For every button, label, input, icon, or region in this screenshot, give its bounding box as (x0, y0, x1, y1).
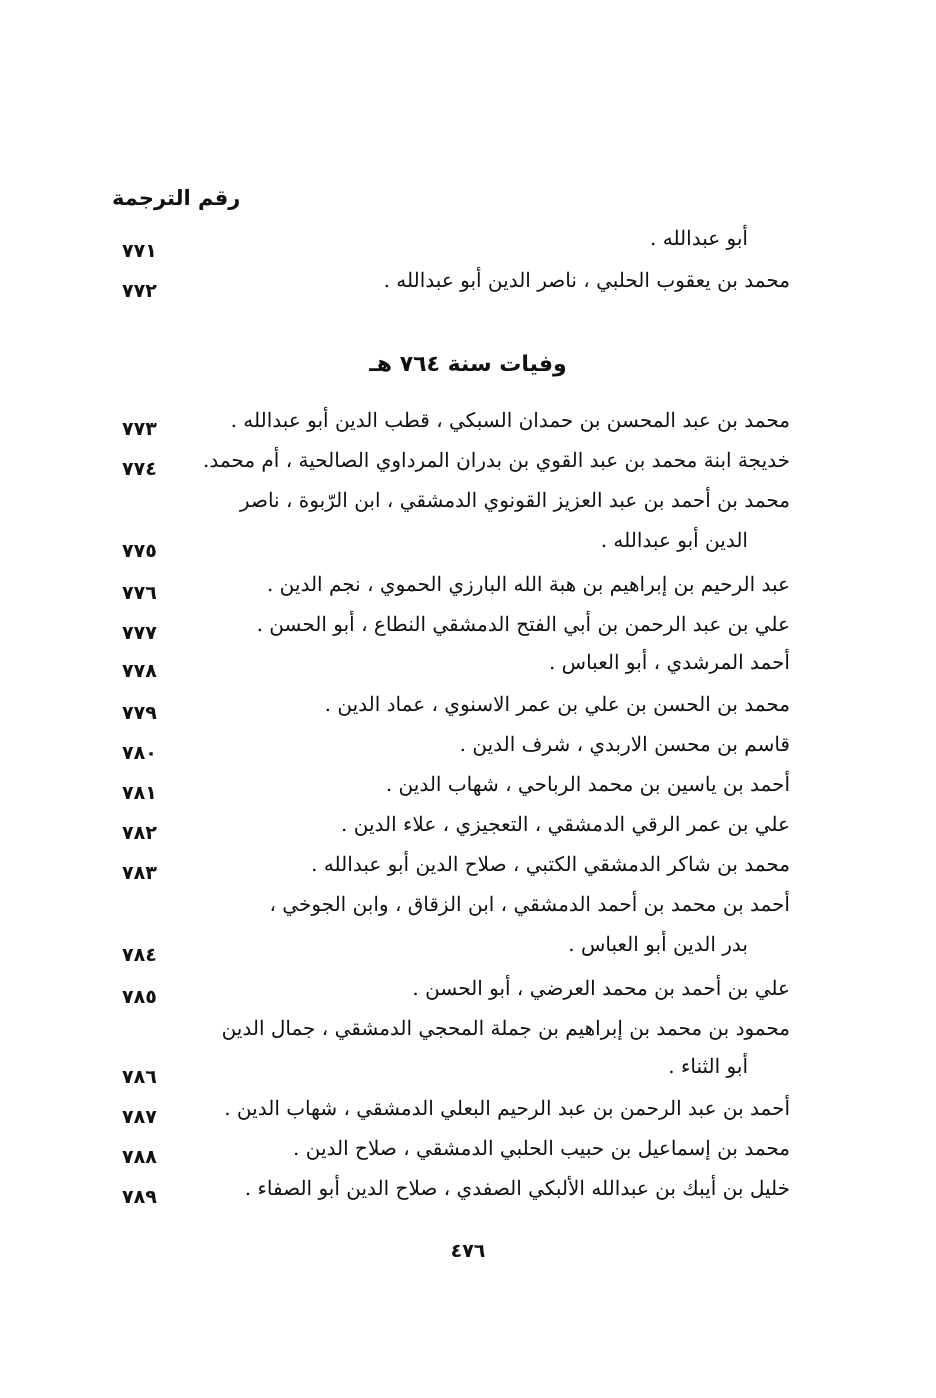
entry-line (0, 1096, 936, 1136)
entry-line (0, 932, 936, 972)
entry-line (0, 488, 936, 528)
entry-text: خديجة ابنة محمد بن عبد القوي بن بدران المرداوي الصالحية ، أم محمد. (203, 448, 790, 472)
entry-line (0, 650, 936, 690)
entry-number: ٧٧٣ (122, 418, 157, 440)
entry-line (0, 1176, 936, 1216)
entry-number: ٧٨٦ (122, 1066, 157, 1088)
entry-number: ٧٨٢ (122, 822, 157, 844)
entry-text: علي بن أحمد بن محمد العرضي ، أبو الحسن . (412, 976, 790, 1000)
entry-line (0, 1016, 936, 1056)
entry-line (0, 732, 936, 772)
entry-number: ٧٧١ (122, 240, 157, 262)
entry-text: أحمد بن ياسين بن محمد الرباحي ، شهاب الدين . (385, 772, 790, 796)
entry-line (0, 612, 936, 652)
entry-line (0, 408, 936, 448)
entry-line (0, 572, 936, 612)
entry-line (0, 976, 936, 1016)
entry-line (0, 1054, 936, 1094)
translation-number-column-header: رقم الترجمة (112, 186, 241, 210)
page-number: ٤٧٦ (450, 1240, 486, 1262)
entry-number: ٧٧٢ (122, 280, 157, 302)
entry-number: ٧٧٤ (122, 458, 157, 480)
entry-text-continued: الدين أبو عبدالله . (600, 528, 748, 552)
entry-text-continued: أبو الثناء . (668, 1054, 748, 1078)
entry-number: ٧٧٩ (122, 702, 157, 724)
entry-number: ٧٨٣ (122, 862, 157, 884)
entry-number: ٧٨٤ (122, 944, 157, 966)
section-title: وفيات سنة ٧٦٤ هـ (369, 352, 567, 377)
entry-text: محمد بن أحمد بن عبد العزيز القونوي الدمشقي ، ابن الرّبوة ، ناصر (239, 488, 790, 512)
entry-number: ٧٧٧ (122, 622, 157, 644)
entry-text: عبد الرحيم بن إبراهيم بن هبة الله البارزي الحموي ، نجم الدين . (266, 572, 790, 596)
entry-text: محمد بن عبد المحسن بن حمدان السبكي ، قطب الدين أبو عبدالله . (230, 408, 790, 432)
entry-line (0, 852, 936, 892)
entry-text: خليل بن أيبك بن عبدالله الألبكي الصفدي ، صلاح الدين أبو الصفاء . (244, 1176, 790, 1200)
entry-number: ٧٨١ (122, 782, 157, 804)
entry-line (0, 268, 936, 308)
entry-text: محمد بن شاكر الدمشقي الكتبي ، صلاح الدين أبو عبدالله . (311, 852, 790, 876)
entry-text: محمد بن الحسن بن علي بن عمر الاسنوي ، عماد الدين . (324, 692, 790, 716)
entry-number: ٧٨٥ (122, 986, 157, 1008)
entry-number: ٧٨٩ (122, 1186, 157, 1208)
entry-line (0, 448, 936, 488)
entry-number: ٧٧٥ (122, 540, 157, 562)
entry-text: قاسم بن محسن الاربدي ، شرف الدين . (459, 732, 790, 756)
entry-text: أحمد بن محمد بن أحمد الدمشقي ، ابن الزقاق ، وابن الجوخي ، (269, 892, 790, 916)
entry-line (0, 528, 936, 568)
entry-text: محمد بن يعقوب الحلبي ، ناصر الدين أبو عبدالله . (383, 268, 790, 292)
entry-text: علي بن عمر الرقي الدمشقي ، التعجيزي ، علاء الدين . (341, 812, 790, 836)
entry-text: محمد بن إسماعيل بن حبيب الحلبي الدمشقي ، صلاح الدين . (293, 1136, 790, 1160)
entry-text: أحمد بن عبد الرحمن بن عبد الرحيم البعلي الدمشقي ، شهاب الدين . (224, 1096, 790, 1120)
entry-number: ٧٧٦ (122, 582, 157, 604)
entry-line (0, 772, 936, 812)
entry-line (0, 892, 936, 932)
entry-number: ٧٨٠ (122, 742, 157, 764)
entry-text: أحمد المرشدي ، أبو العباس . (548, 650, 790, 674)
entry-text: محمود بن محمد بن إبراهيم بن جملة المحجي الدمشقي ، جمال الدين (221, 1016, 790, 1040)
entry-text-continued: بدر الدين أبو العباس . (568, 932, 748, 956)
entry-text: أبو عبدالله . (650, 226, 748, 250)
entry-line (0, 692, 936, 732)
entry-line (0, 812, 936, 852)
entry-text: علي بن عبد الرحمن بن أبي الفتح الدمشقي النطاع ، أبو الحسن . (256, 612, 790, 636)
entry-number: ٧٨٧ (122, 1106, 157, 1128)
entry-number: ٧٧٨ (122, 660, 157, 682)
entry-line (0, 1136, 936, 1176)
entry-number: ٧٨٨ (122, 1146, 157, 1168)
